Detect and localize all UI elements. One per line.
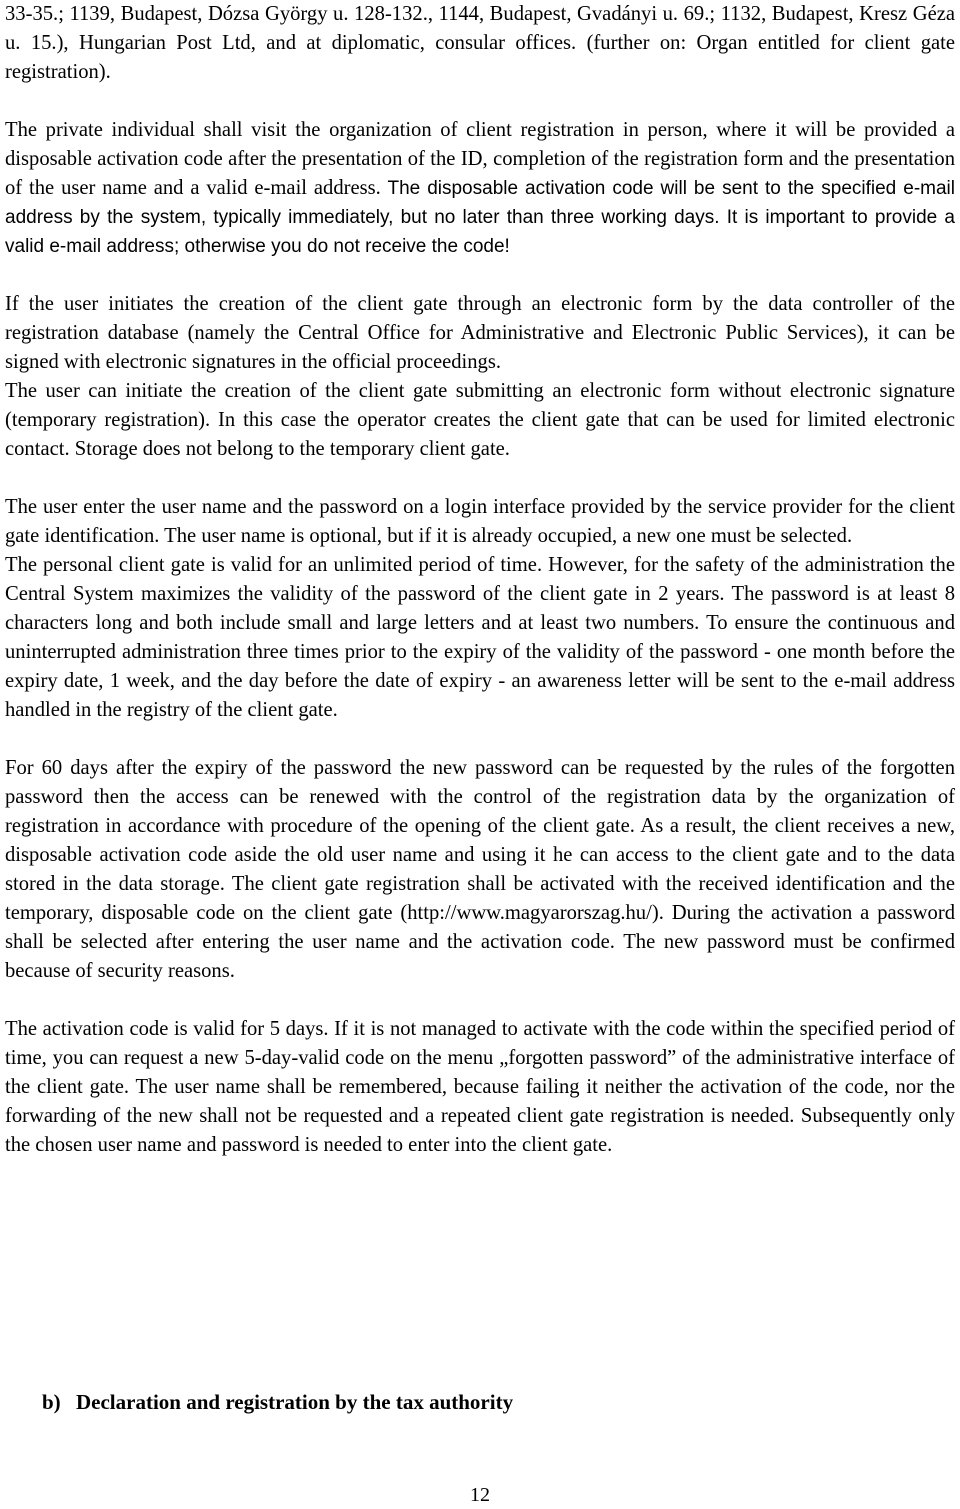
paragraph-spacer [5, 87, 955, 116]
paragraph-password-renewal: For 60 days after the expiry of the password the new password can be requested by the rules of the forgotten password then the access can be renewed with the control of the registration data by the organization of registration in accordance with procedure of the opening of the client gate. As a result, the client receives a new, disposable activation code aside the old user name and using it he can access to the client gate and to the data stored in the data storage. The client gate registration shall be activated with the received identification and the temporary, disposable code on the client gate (http://www.magyarorszag.hu/). During the activation a password shall be selected after entering the user name and the activation code. The new password must be confirmed because of security reasons. [5, 757, 955, 982]
paragraph-password-validity: The personal client gate is valid for an unlimited period of time. However, for the safety of the administration the Central System maximizes the validity of the password of the client gate in 2 years. The password is at least 8 characters long and both include small and large letters and at least two numbers. To ensure the continuous and uninterrupted administration three times prior to the expiry of the validity of the password - one month before the expiry date, 1 week, and the day before the date of expiry - an awareness letter will be sent to the e-mail address handled in the registry of the client gate. [5, 554, 955, 721]
paragraph-spacer [5, 725, 955, 754]
paragraph-activation-code-validity: The activation code is valid for 5 days. If it is not managed to activate with the code within the specified period of time, you can request a new 5-day-valid code on the menu „forgotten password” of the administrative interface of the client gate. The user name shall be remembered, because failing it neither the activation of the code, nor the forwarding of the new shall not be requested and a repeated client gate registration is needed. Subsequently only the chosen user name and password is needed to enter into the client gate. [5, 1018, 955, 1156]
document-page [5, 0, 955, 1160]
paragraph-login-interface: The user enter the user name and the password on a login interface provided by the service provider for the client gate identification. The user name is optional, but if it is already occupied, a new one must be selected. [5, 496, 955, 547]
paragraph-registration-offices: 33-35.; 1139, Budapest, Dózsa György u. 128-132., 1144, Budapest, Gvadányi u. 69.; 1132, Budapest, Kresz Géza u. 15.), Hungarian Post Ltd, and at diplomatic, consular offices. (further on: Organ entitled for client gate registration). [5, 3, 955, 83]
paragraph-private-individual [5, 116, 955, 261]
paragraph-temporary-registration: The user can initiate the creation of the client gate submitting an electronic form without electronic signature (temporary registration). In this case the operator creates the client gate that can be used for limited electronic contact. Storage does not belong to the temporary client gate. [5, 380, 955, 460]
section-heading-text: Declaration and registration by the tax authority [76, 1390, 514, 1414]
section-heading [42, 1387, 513, 1417]
paragraph-spacer [5, 464, 955, 493]
paragraph-private-individual-text: The private individual shall visit the organization of client registration in person, where it will be provided a disposable activation code after the presentation of the ID, completion of the registration form and the presentation of the user name and a valid e-mail address. [5, 119, 955, 199]
paragraph-spacer [5, 986, 955, 1015]
paragraph-spacer [5, 261, 955, 290]
paragraph-activation-code-email: The disposable activation code will be sent to the specified e-mail address by the system, typically immediately, but no later than three working days. It is important to provide a valid e-mail address; otherwise you do not receive the code! [5, 178, 955, 257]
page-number: 12 [470, 1484, 490, 1506]
section-heading-label: b) [42, 1390, 61, 1414]
paragraph-electronic-form: If the user initiates the creation of the client gate through an electronic form by the data controller of the registration database (namely the Central Office for Administrative and Electronic Public Services), it can be signed with electronic signatures in the official proceedings. [5, 293, 955, 373]
